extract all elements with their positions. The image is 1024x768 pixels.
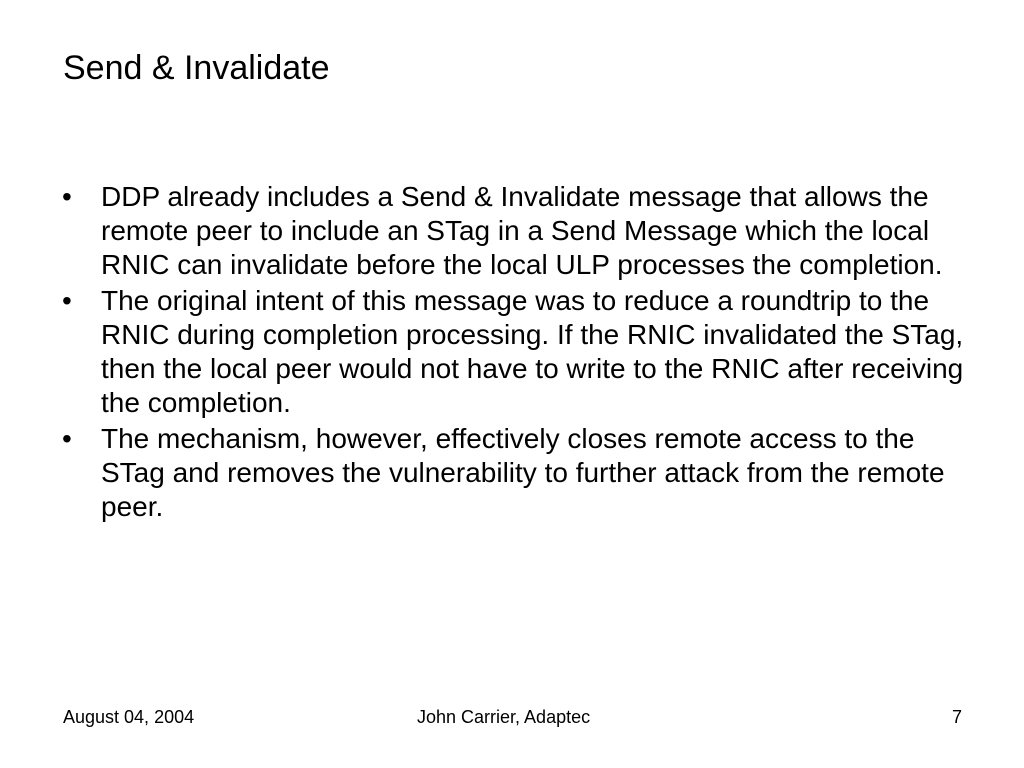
bullet-text: The mechanism, however, effectively closes remote access to the STag and removes the vulnerability to further attack from the remote peer. xyxy=(101,423,945,522)
bullet-item xyxy=(62,284,982,420)
bullet-marker: • xyxy=(62,285,72,316)
bullet-item xyxy=(62,180,982,282)
page-number: 7 xyxy=(952,707,963,727)
bullet-text: DDP already includes a Send & Invalidate message that allows the remote peer to include an STag in a Send Message which the local RNIC can invalidate before the local ULP processes the completion. xyxy=(101,181,943,280)
bullet-text: The original intent of this message was to reduce a roundtrip to the RNIC during completion processing. If the RNIC invalidated the STag, then the local peer would not have to write to the RNIC after receiving the completion. xyxy=(101,285,964,418)
bullet-item xyxy=(62,422,982,524)
bullet-list xyxy=(62,180,982,526)
bullet-marker: • xyxy=(62,181,72,212)
slide-title: Send & Invalidate xyxy=(63,49,330,87)
bullet-marker: • xyxy=(62,423,72,454)
footer-author: John Carrier, Adaptec xyxy=(417,707,591,727)
footer-date: August 04, 2004 xyxy=(63,707,195,727)
